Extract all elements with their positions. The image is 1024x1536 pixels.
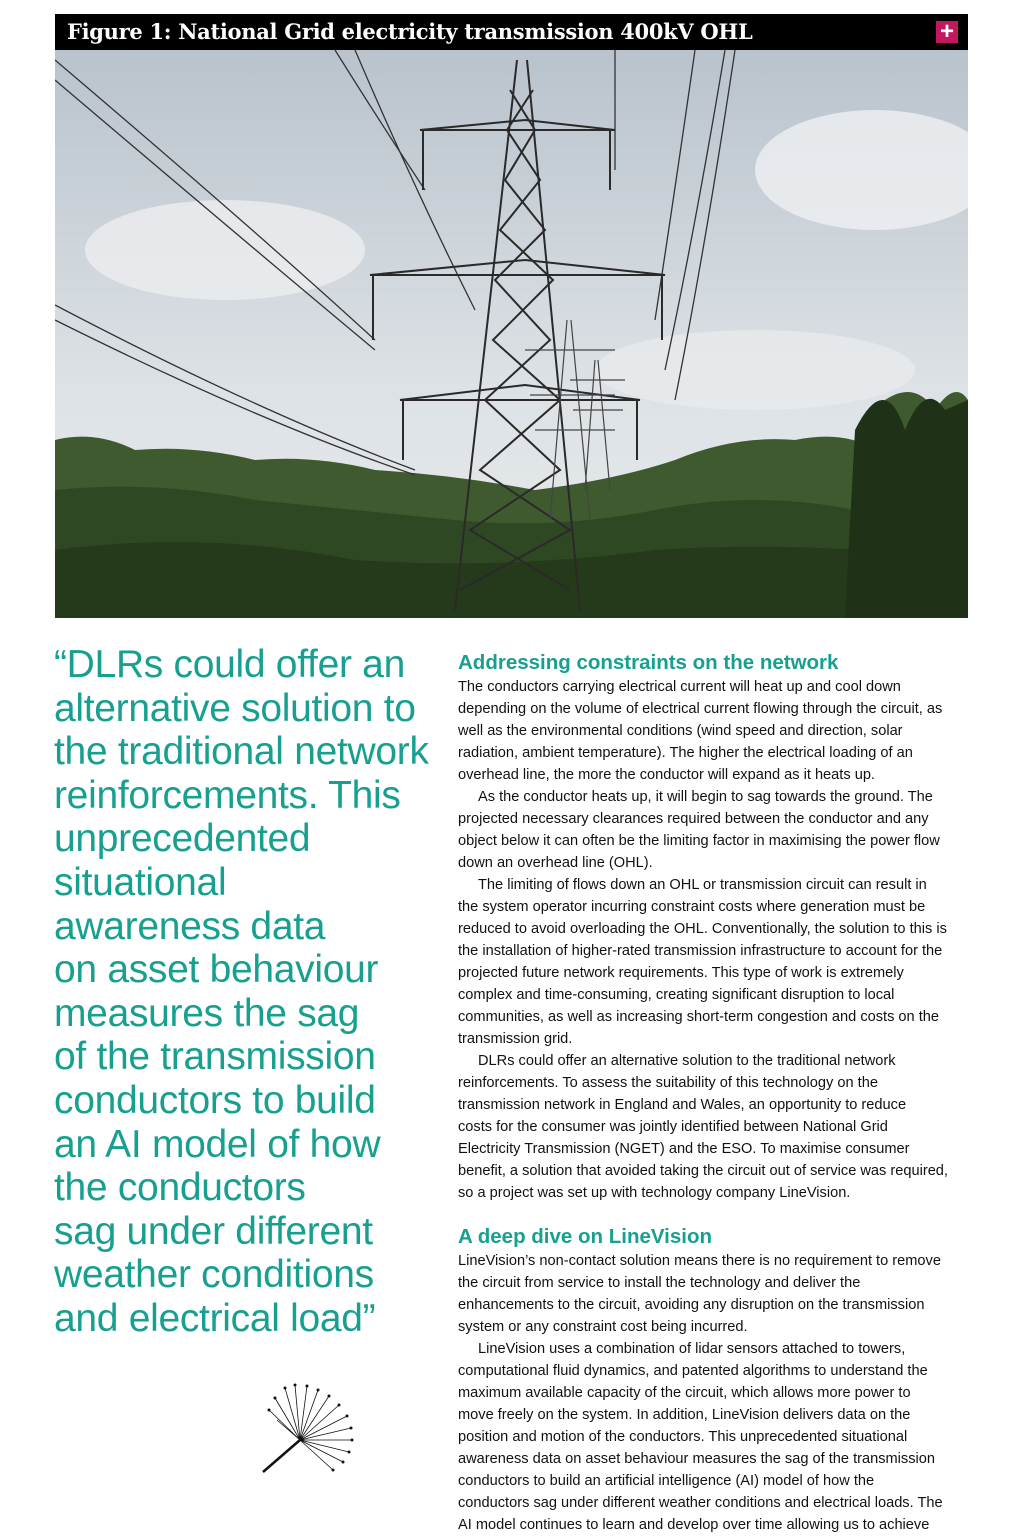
- figure-title: Figure 1: National Grid electricity transmission 400kV OHL: [67, 19, 753, 44]
- paragraph: The conductors carrying electrical current will heat up and cool down depending on the volume of electrical current flowing through the circuit, as well as the environmental conditions (wind speed and direction, solar radiation, ambient temperature). The higher the electrical loading of an overhead line, the more the conductor will expand as it heats up.: [458, 679, 943, 783]
- figure-caption-bar: [55, 14, 968, 50]
- pylon-photo: [55, 50, 968, 618]
- paragraph: DLRs could offer an alternative solution to the traditional network reinforcements. To assess the suitability of this technology on the transmission network in England and Wales, an opportunity to reduce costs for the consumer was jointly identified between National Grid Electricity Transmission (NGET) and the ESO. To maximise consumer benefit, a solution that avoided taking the circuit out of service was required, so a project was set up with technology company LineVision.: [458, 1053, 948, 1201]
- section-heading: Addressing constraints on the network: [458, 651, 839, 674]
- paragraph: As the conductor heats up, it will begin to sag towards the ground. The projected necessary clearances required between the conductor and any object below it can often be the limiting factor in maximising the power flow down an overhead line (OHL).: [458, 789, 940, 871]
- article-body: [458, 650, 973, 1536]
- plus-icon[interactable]: +: [936, 21, 958, 43]
- dandelion-icon: [255, 1380, 360, 1480]
- paragraph: The limiting of flows down an OHL or transmission circuit can result in the system operator incurring constraint costs where generation must be reduced to avoid overloading the OHL. Conventionally, the solution to this is the installation of higher-rated transmission infrastructure to account for the projected future network requirements. This type of work is extremely complex and time-consuming, creating significant disruption to local communities, as well as increasing short-term congestion and costs on the transmission grid.: [458, 877, 947, 1047]
- paragraph: LineVision uses a combination of lidar sensors attached to towers, computational fluid dynamics, and patented algorithms to understand the maximum available capacity of the circuit, which allows more power to move freely on the system. In addition, LineVision delivers data on the position and motion of the conductors. This unprecedented situational awareness data on asset behaviour measures the sag of the transmission conductors to build an artificial intelligence (AI) model of how the conductors sag under different weather conditions and electrical loads. The AI model continues to learn and develop over time allowing us to achieve: [458, 1341, 943, 1533]
- paragraph: LineVision’s non-contact solution means there is no requirement to remove the circuit from service to install the technology and deliver the enhancements to the circuit, avoiding any disruption on the transmission system or any constraint cost being incurred.: [458, 1253, 941, 1335]
- pull-quote: “DLRs could offer an alternative solution to the traditional network reinforcements. This unprecedented situational awareness data on asset behaviour measures the sag of the transmission conductors to build an AI model of how the conductors sag under different weather conditions and electrical load”: [54, 643, 429, 1340]
- section-heading: A deep dive on LineVision: [458, 1225, 713, 1248]
